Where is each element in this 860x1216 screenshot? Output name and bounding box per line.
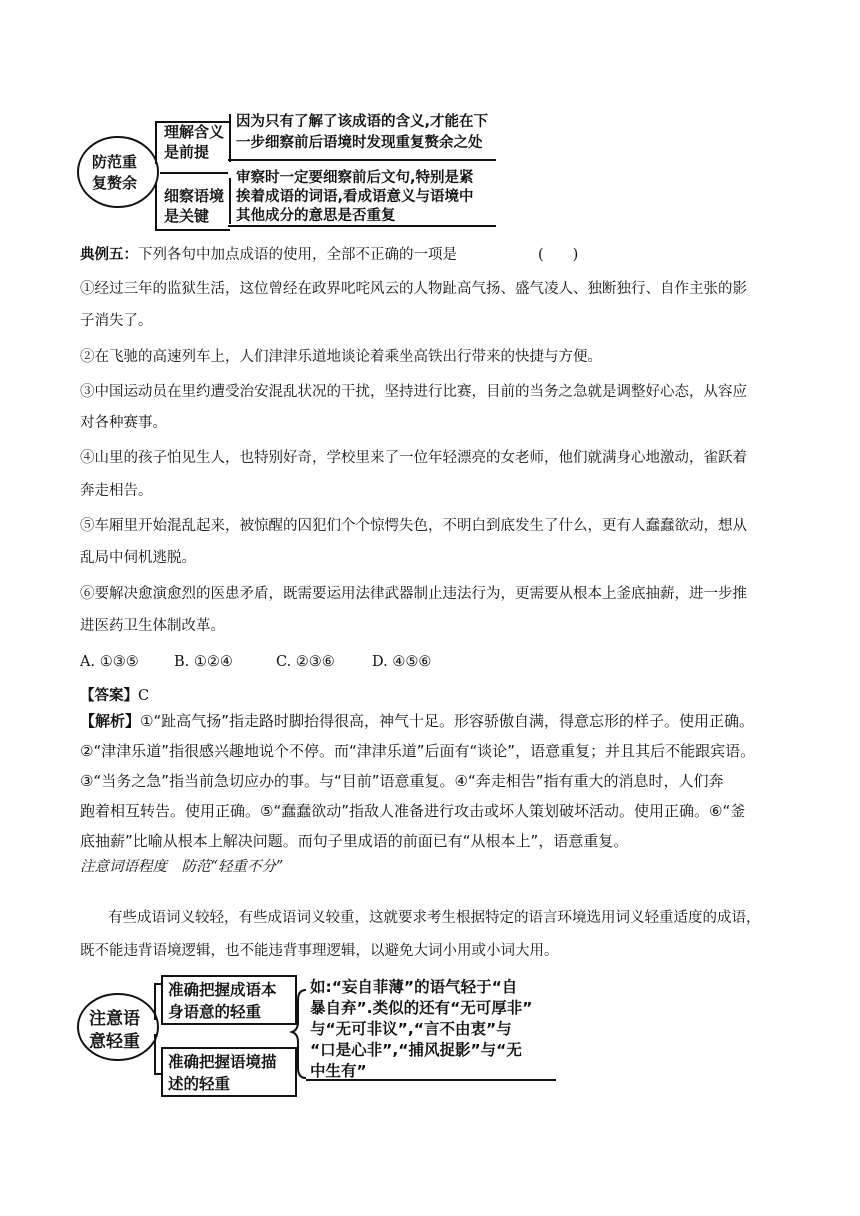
diagram2-desc-line1: 如:“妄自菲薄”的语气轻于“自 [310,978,518,996]
option-c: C. ②③⑥ [276,654,335,670]
diagram2-desc-line2: 暴自弃”.类似的还有“无可厚非” [310,999,533,1017]
svg-text:细察语境是关键 [164,187,224,225]
analysis-line-1 [80,710,754,732]
diagram2-branch2-box [162,1048,296,1096]
example-label: 典例五： [80,247,138,263]
example-item-3-line1: ③中国运动员在里约遭受治安混乱状况的干扰，坚持进行比赛，目前的当务之急就是调整好心态，从容应 [80,384,747,400]
diagram1-branch2-line2: 是关键 [164,207,210,225]
example-question [80,244,457,266]
diagram2-branch1-line2: 身语意的轻重 [168,1003,262,1021]
section-para-line2: 既不能违背语境逻辑，也不能违背事理逻辑，以避免大词小用或小词大用。 [80,943,559,959]
option-b: B. ①②④ [174,654,233,670]
svg-text:准确把握成语本身语意的轻重 [168,980,277,1021]
section-heading: 注意词语程度 防范“轻重不分” [80,859,284,875]
svg-text:审察时一定要细察前后文句,特别是紧挨着成语的词语,看成语意义 [236,168,474,224]
analysis-line-5: 底抽薪”比喻从根本上解决问题。而句子里成语的前面已有“从根本上”，语意重复。 [80,832,629,850]
analysis-line-2: ②“津津乐道”指很感兴趣地说个不停。而“津津乐道”后面有“谈论”，语意重复；并且其后不能跟宾语。 [80,742,756,760]
svg-text:理解含义是前提 [164,123,224,161]
diagram2-center-ellipse [78,994,158,1060]
diagram1-center-line2: 复赘余 [92,174,138,192]
diagram1-branch2-desc-line2: 挨着成语的词语,看成语意义与语境中 [236,189,474,205]
example-paren: ( ) [538,247,579,263]
diagram1-branch-bottom-line [156,182,230,230]
example-item-1-line1: ①经过三年的监狱生活，这位曾经在政界叱咤风云的人物趾高气扬、盛气凌人、独断独行、自作主张的影 [80,281,747,297]
example-item-3-line2: 对各种赛事。 [80,415,167,431]
answer [80,685,149,707]
analysis-label: 【解析】 [80,712,141,730]
svg-text:注意语意轻重 [89,1008,140,1052]
option-d: D. ④⑤⑥ [372,654,432,670]
example-item-5-line2: 乱局中伺机逃脱。 [80,550,196,566]
example-item-4-line1: ④山里的孩子怕见生人，也特别好奇，学校里来了一位年轻漂亮的女老师，他们就满身心地激动，雀跃着 [80,450,747,466]
answer-label: 【答案】 [80,688,138,704]
svg-text:防范重复赘余 [92,153,137,192]
example-item-6-line1: ⑥要解决愈演愈烈的医患矛盾，既需要运用法律武器制止违法行为，更需要从根本上釜底抽薪，进一步推 [80,586,747,602]
diagram1-center-ellipse [78,137,158,207]
example-item-2: ②在飞驰的高速列车上，人们津津乐道地谈论着乘坐高铁出行带来的快捷与方便。 [80,349,602,365]
svg-text:准确把握语境描述的轻重 [168,1052,277,1093]
example-item-5-line1: ⑤车厢里开始混乱起来，被惊醒的囚犯们个个惊愕失色，不明白到底发生了什么，更有人蠢蠢欲动，想从 [80,518,747,534]
section-para-line1: 有些成语词义较轻，有些成语词义较重，这就要求考生根据特定的语言环境选用词义轻重适度的成语， [108,910,761,926]
diagram1-branch1-line2: 是前提 [164,143,210,161]
diagram1-branch1-desc-line1: 因为只有了解了该成语的含义,才能在下 [236,114,489,130]
diagram2-branch-bottom-line [155,1034,162,1074]
svg-text:如:“妄自菲薄”的语气轻于“自暴自弃”.类似的还有“无可厚非 [310,977,532,1080]
diagram2-desc-line5: 中生有” [310,1062,367,1080]
diagram2-branch1-line1: 准确把握成语本 [168,981,277,999]
option-a: A. ①③⑤ [80,654,139,670]
analysis-text-1: ①“趾高气扬”指走路时脚抬得很高，神气十足。形容骄傲自满，得意忘形的样子。使用正确。 [140,712,755,730]
diagram2-branch2-line1: 准确把握语境描 [168,1053,277,1071]
diagram1-center-line1: 防范重 [92,153,138,171]
example-item-4-line2: 奔走相告。 [80,483,153,499]
example-question-text: 下列各句中加点成语的使用，全部不正确的一项是 [138,247,457,263]
diagram1-branch2-line1: 细察语境 [164,187,225,205]
svg-text:因为只有了解了该成语的含义,才能在下一步细察前后语境时发现重 [236,112,489,151]
diagram1-branch1-desc-line2: 一步细察前后语境时发现重复赘余之处 [236,135,483,151]
diagram1-branch1-line1: 理解含义 [164,123,225,141]
diagram2-branch-top-line [155,984,162,1020]
analysis-line-3: ③“当务之急”指当前急切应办的事。与“目前”语意重复。④“奔走相告”指有重大的消息时，人们奔 [80,772,724,790]
diagram1-branch-top-line [156,122,230,164]
analysis-line-4: 跑着相互转告。使用正确。⑤“蠢蠢欲动”指敌人准备进行攻击或坏人策划破坏活动。使用正确。⑥“釜 [80,802,746,820]
diagram1-branch2-desc-line1: 审察时一定要细察前后文句,特别是紧 [236,170,474,186]
diagram1-branch2-desc-line3: 其他成分的意思是否重复 [236,208,396,224]
diagram2-brace [292,990,306,1078]
diagram2-branch2-line2: 述的轻重 [168,1075,231,1093]
diagram2-desc-line4: “口是心非”,“捕风捉影”与“无 [310,1041,522,1059]
diagram2-center-line2: 意轻重 [89,1032,140,1052]
answer-value: C [138,688,150,704]
example-item-1-line2: 子消失了。 [80,313,153,329]
diagram2-desc-line3: 与“无可非议”,“言不由衷”与 [310,1020,512,1038]
diagram2-branch1-box [162,976,296,1024]
example-item-6-line2: 进医药卫生体制改革。 [80,618,225,634]
diagram2-center-line1: 注意语 [89,1009,140,1029]
